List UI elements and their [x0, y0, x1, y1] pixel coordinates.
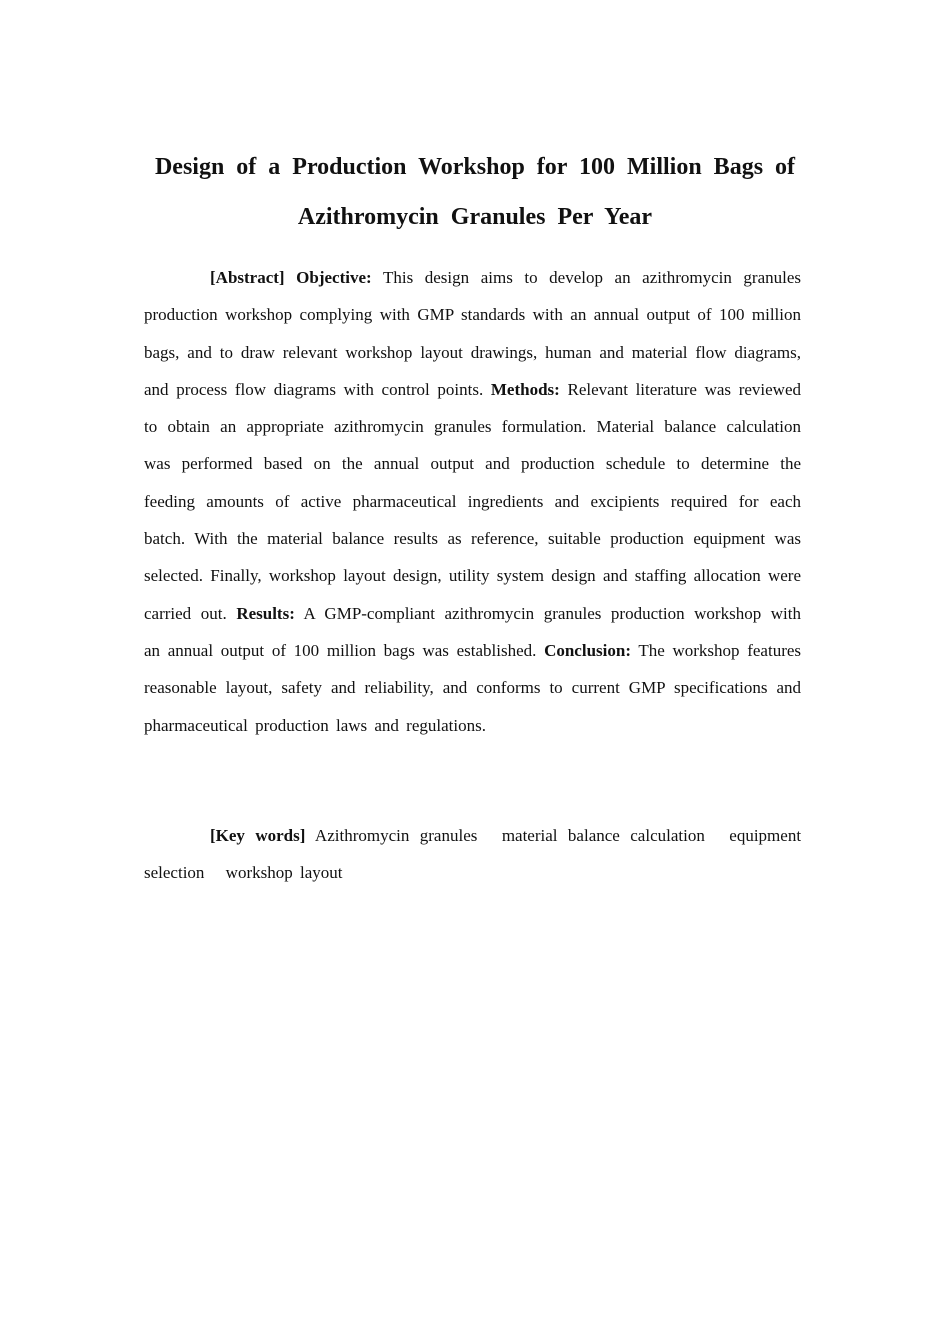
- keyword-item: equipment selection: [144, 826, 802, 883]
- abstract-label: [Abstract]: [210, 268, 285, 287]
- keyword-item: Azithromycin granules: [314, 826, 478, 845]
- title-line-1: Design of a Production Workshop for 100 Million Bags of: [154, 154, 796, 180]
- objective-label: Objective:: [296, 268, 372, 287]
- keyword-item: material balance calculation: [501, 826, 705, 845]
- conclusion-label: Conclusion:: [544, 640, 631, 660]
- title-line-2: Azithromycin Granules Per Year: [297, 204, 653, 230]
- abstract-paragraph: [144, 259, 801, 744]
- keyword-item: workshop layout: [225, 863, 343, 883]
- objective-text: This design aims to develop an azithromycin granules production workshop complying with GMP standards with an annual output of 100 million bags, and to draw relevant workshop layout drawings, human and material flow diagrams, and process flow diagrams with control points.: [144, 268, 802, 399]
- methods-label: Methods:: [490, 379, 560, 399]
- keywords-paragraph: [144, 817, 801, 892]
- methods-text: Relevant literature was reviewed to obtain an appropriate azithromycin granules formulation. Material balance calculation was performed based on the annual output and production schedule to determine the feeding amounts of active pharmaceutical ingredients and excipients required for each batch. With the material balance results as reference, suitable production equipment was selected. Finally, workshop layout design, utility system design and staffing allocation were carried out.: [144, 379, 802, 623]
- results-label: Results:: [236, 603, 295, 623]
- keywords-label: [Key words]: [210, 826, 306, 845]
- document-title: [145, 142, 805, 242]
- results-text: A GMP-compliant azithromycin granules production workshop with an annual output of 100 million bags was established.: [144, 603, 802, 660]
- conclusion-text: The workshop features reasonable layout, safety and reliability, and conforms to current GMP specifications and pharmaceutical production laws and regulations.: [144, 640, 802, 735]
